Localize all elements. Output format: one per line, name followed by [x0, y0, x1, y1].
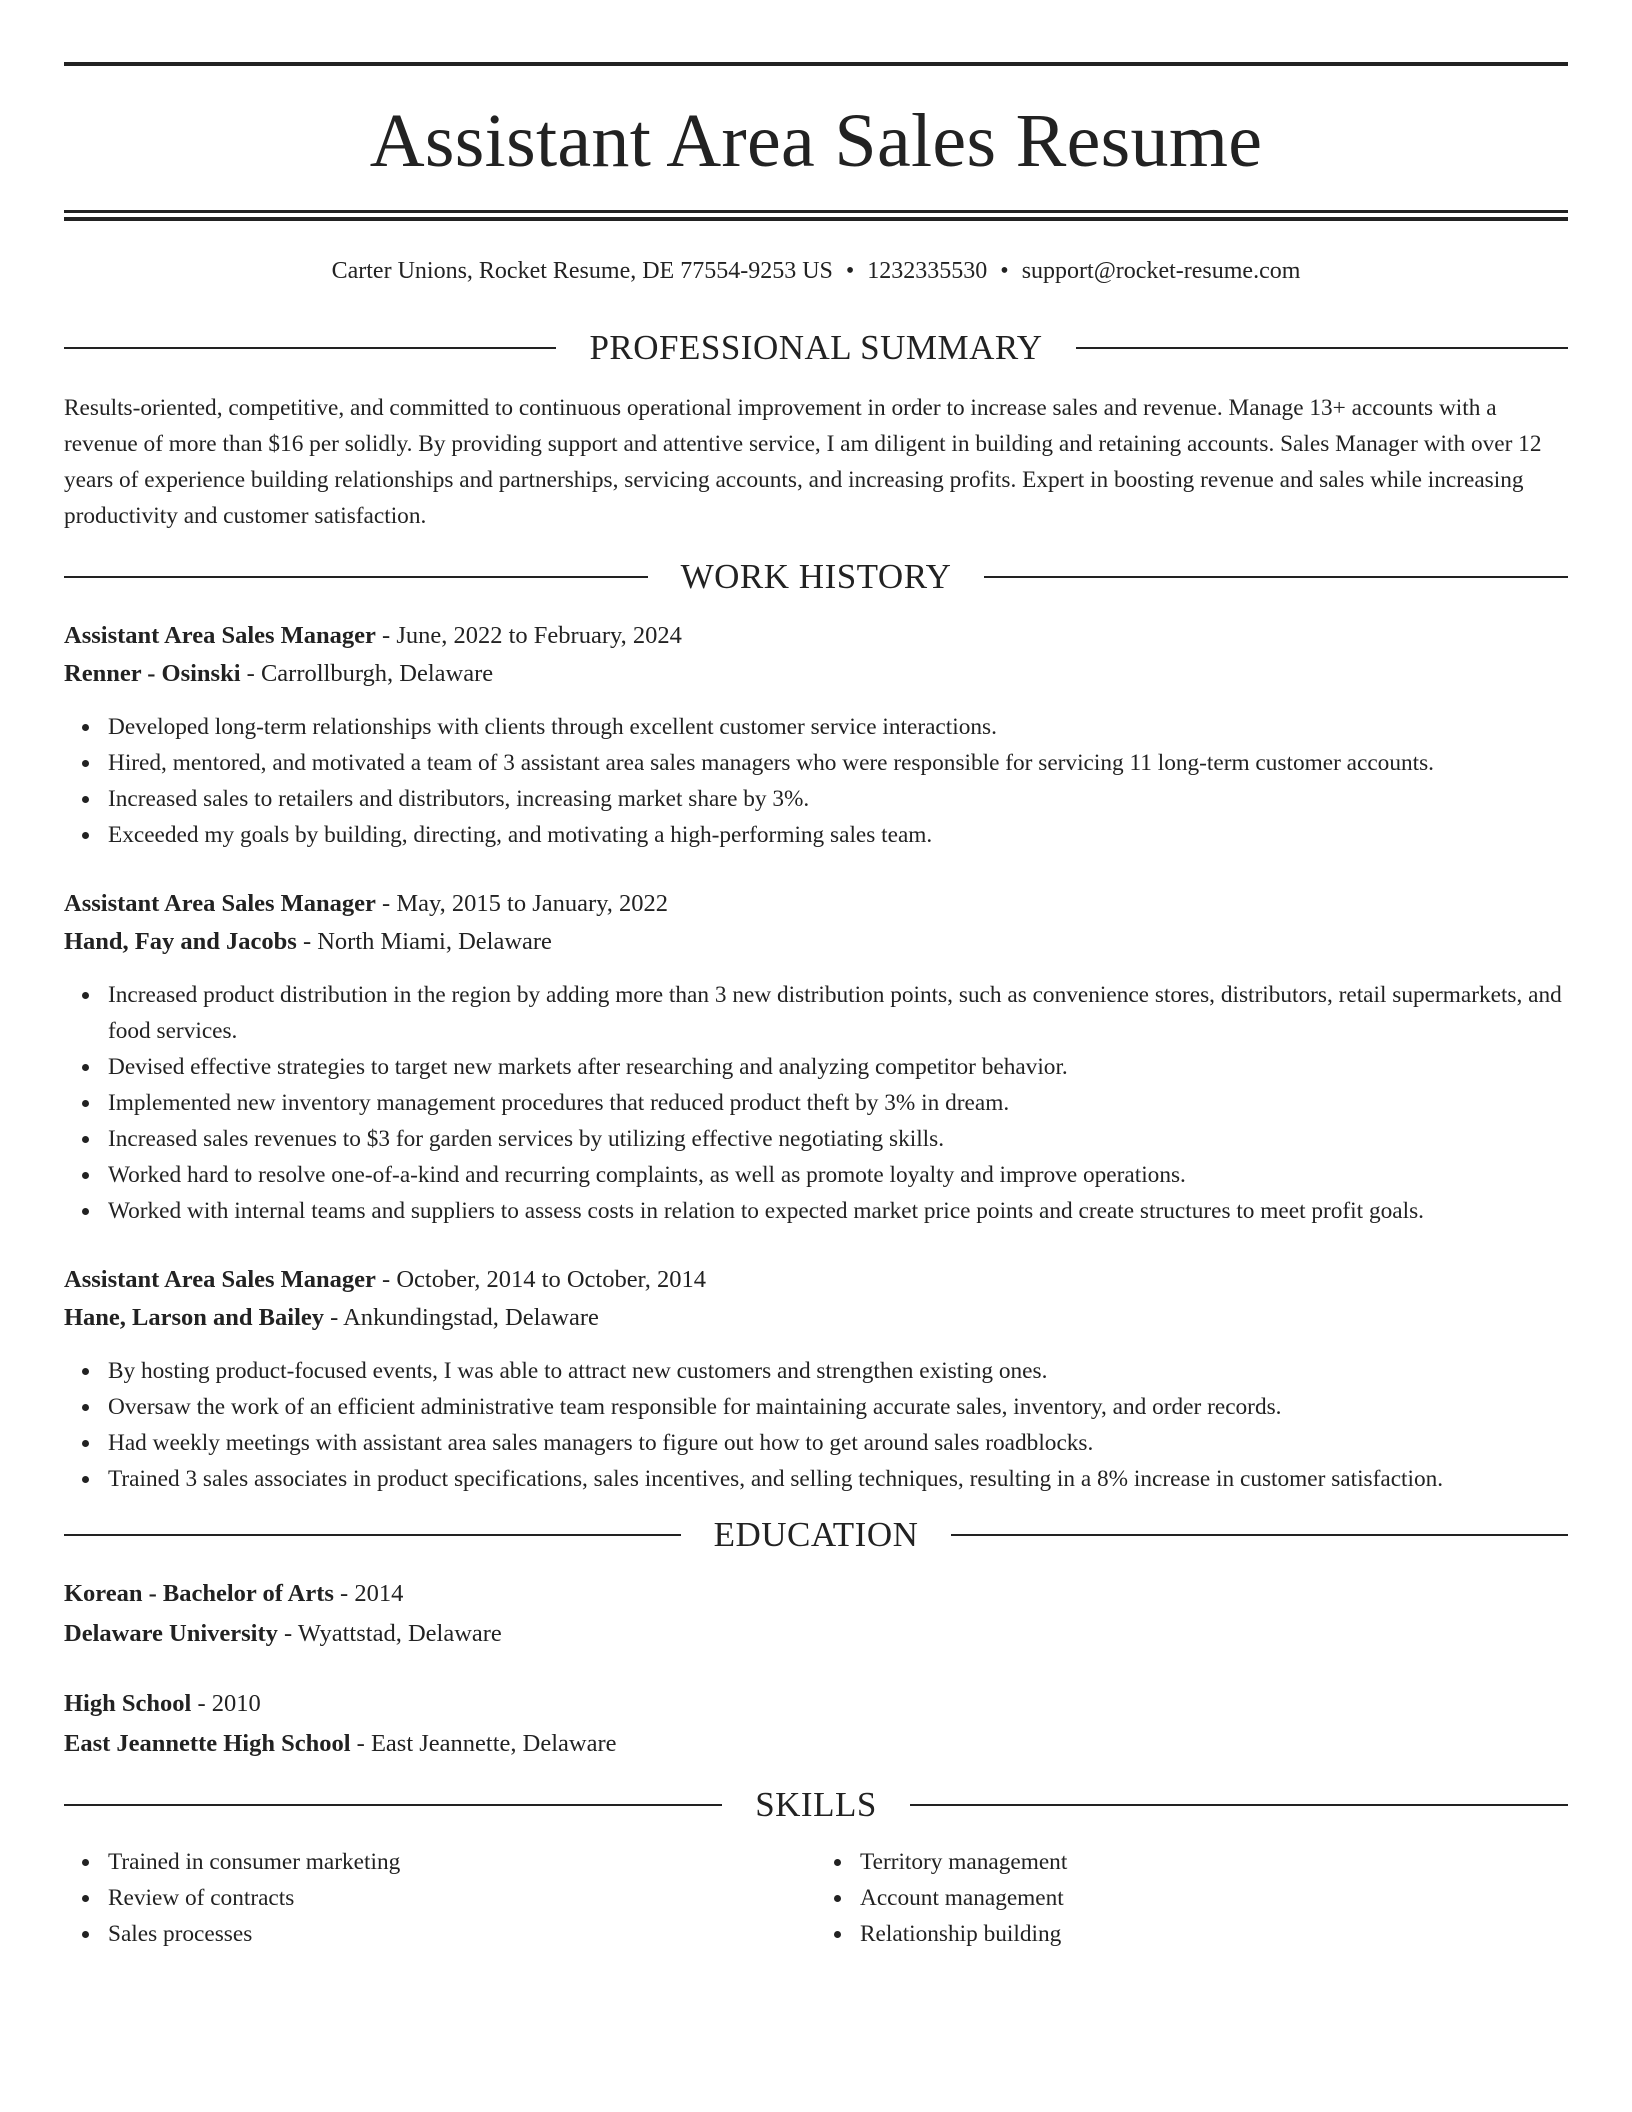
- job-title-line: [64, 1261, 1568, 1299]
- job-entry: [64, 1261, 1568, 1497]
- degree: Korean - Bachelor of Arts: [64, 1580, 334, 1607]
- contact-address: Carter Unions, Rocket Resume, DE 77554-9253 US: [331, 258, 833, 284]
- job-location: - Carrollburgh, Delaware: [240, 660, 494, 687]
- list-item: Increased product distribution in the region by adding more than 3 new distribution points, such as convenience stores, distributors, retail supermarkets, and food services.: [64, 977, 1568, 1049]
- job-title: Assistant Area Sales Manager: [64, 890, 376, 917]
- list-item: Worked hard to resolve one-of-a-kind and recurring complaints, as well as promote loyalty and improve operations.: [64, 1157, 1568, 1193]
- graduation-year: - 2010: [191, 1690, 261, 1717]
- job-location: - Ankundingstad, Delaware: [324, 1304, 599, 1331]
- skill-item: Account management: [816, 1880, 1568, 1916]
- section-heading-education: [64, 1517, 1568, 1552]
- job-company: Renner - Osinski: [64, 660, 241, 687]
- degree-line: [64, 1685, 1568, 1723]
- skill-item: Sales processes: [64, 1916, 816, 1952]
- heading-rule: [910, 1804, 1568, 1806]
- heading-rule: [984, 576, 1568, 578]
- list-item: Worked with internal teams and suppliers to assess costs in relation to expected market price points and create structures to meet profit goals.: [64, 1193, 1568, 1229]
- list-item: Developed long-term relationships with clients through excellent customer service interactions.: [64, 709, 1568, 745]
- list-item: Hired, mentored, and motivated a team of 3 assistant area sales managers who were responsible for servicing 11 long-term customer accounts.: [64, 745, 1568, 781]
- section-heading-skills: [64, 1787, 1568, 1822]
- school: Delaware University: [64, 1620, 278, 1647]
- list-item: Devised effective strategies to target new markets after researching and analyzing competitor behavior.: [64, 1049, 1568, 1085]
- skill-item: Relationship building: [816, 1916, 1568, 1952]
- list-item: Oversaw the work of an efficient administrative team responsible for maintaining accurate sales, inventory, and order records.: [64, 1389, 1568, 1425]
- school-location: - East Jeannette, Delaware: [350, 1730, 617, 1757]
- job-location: - North Miami, Delaware: [296, 928, 552, 955]
- section-title: EDUCATION: [713, 1515, 919, 1554]
- title-double-rule: [64, 210, 1568, 221]
- heading-rule: [64, 1534, 681, 1536]
- contact-separator: •: [845, 258, 855, 284]
- education-entry: [64, 1685, 1568, 1763]
- skill-item: Territory management: [816, 1844, 1568, 1880]
- job-company-line: [64, 1299, 1568, 1337]
- job-entry: [64, 617, 1568, 853]
- graduation-year: - 2014: [333, 1580, 404, 1607]
- section-heading-summary: [64, 330, 1568, 365]
- list-item: By hosting product-focused events, I was able to attract new customers and strengthen existing ones.: [64, 1353, 1568, 1389]
- degree: High School: [64, 1690, 192, 1717]
- job-dates: - June, 2022 to February, 2024: [375, 622, 682, 649]
- skills-list: [64, 1844, 1568, 1952]
- job-title: Assistant Area Sales Manager: [64, 622, 376, 649]
- heading-rule: [64, 576, 648, 578]
- skills-bullets: [64, 1844, 816, 1952]
- skills-bullets: [816, 1844, 1568, 1952]
- job-company-line: [64, 923, 1568, 961]
- list-item: Had weekly meetings with assistant area sales managers to figure out how to get around sales roadblocks.: [64, 1425, 1568, 1461]
- contact-separator: •: [1000, 258, 1009, 284]
- job-bullets: [64, 1353, 1568, 1497]
- job-title: Assistant Area Sales Manager: [64, 1266, 376, 1293]
- contact-email: support@rocket-resume.com: [1021, 258, 1301, 284]
- list-item: Increased sales to retailers and distributors, increasing market share by 3%.: [64, 781, 1568, 817]
- contact-line: [64, 259, 1568, 283]
- skill-item: Review of contracts: [64, 1880, 816, 1916]
- contact-phone: 1232335530: [867, 258, 988, 284]
- degree-line: [64, 1575, 1568, 1613]
- heading-rule: [1076, 347, 1568, 349]
- job-bullets: [64, 709, 1568, 853]
- skill-item: Trained in consumer marketing: [64, 1844, 816, 1880]
- section-heading-work-history: [64, 559, 1568, 594]
- job-bullets: [64, 977, 1568, 1229]
- job-company: Hand, Fay and Jacobs: [64, 928, 297, 955]
- job-dates: - October, 2014 to October, 2014: [375, 1266, 706, 1293]
- section-title: SKILLS: [755, 1785, 877, 1824]
- education-entry: [64, 1575, 1568, 1653]
- job-dates: - May, 2015 to January, 2022: [375, 890, 669, 917]
- job-title-line: [64, 885, 1568, 923]
- section-title: PROFESSIONAL SUMMARY: [589, 328, 1043, 367]
- job-title-line: [64, 617, 1568, 655]
- list-item: Increased sales revenues to $3 for garden services by utilizing effective negotiating skills.: [64, 1121, 1568, 1157]
- school: East Jeannette High School: [64, 1730, 351, 1757]
- summary-text: Results-oriented, competitive, and committed to continuous operational improvement in order to increase sales and revenue. Manage 13+ accounts with a revenue of more than $16 per solidly. By providing support and attentive service, I am diligent in building and retaining accounts. Sales Manager with over 12 years of experience building relationships and partnerships, servicing accounts, and increasing profits. Expert in boosting revenue and sales while increasing productivity and customer satisfaction.: [64, 395, 1542, 529]
- skills-column-left: [64, 1844, 816, 1952]
- job-entry: [64, 885, 1568, 1229]
- heading-rule: [64, 1804, 722, 1806]
- skills-column-right: [816, 1844, 1568, 1952]
- list-item: Trained 3 sales associates in product specifications, sales incentives, and selling techniques, resulting in a 8% increase in customer satisfaction.: [64, 1461, 1568, 1497]
- section-title: WORK HISTORY: [680, 557, 952, 596]
- job-company: Hane, Larson and Bailey: [64, 1304, 325, 1331]
- heading-rule: [64, 347, 556, 349]
- list-item: Implemented new inventory management procedures that reduced product theft by 3% in dream.: [64, 1085, 1568, 1121]
- school-location: - Wyattstad, Delaware: [277, 1620, 502, 1647]
- list-item: Exceeded my goals by building, directing, and motivating a high-performing sales team.: [64, 817, 1568, 853]
- school-line: [64, 1725, 1568, 1763]
- page-title: Assistant Area Sales Resume: [369, 99, 1263, 183]
- school-line: [64, 1615, 1568, 1653]
- job-company-line: [64, 655, 1568, 693]
- heading-rule: [951, 1534, 1568, 1536]
